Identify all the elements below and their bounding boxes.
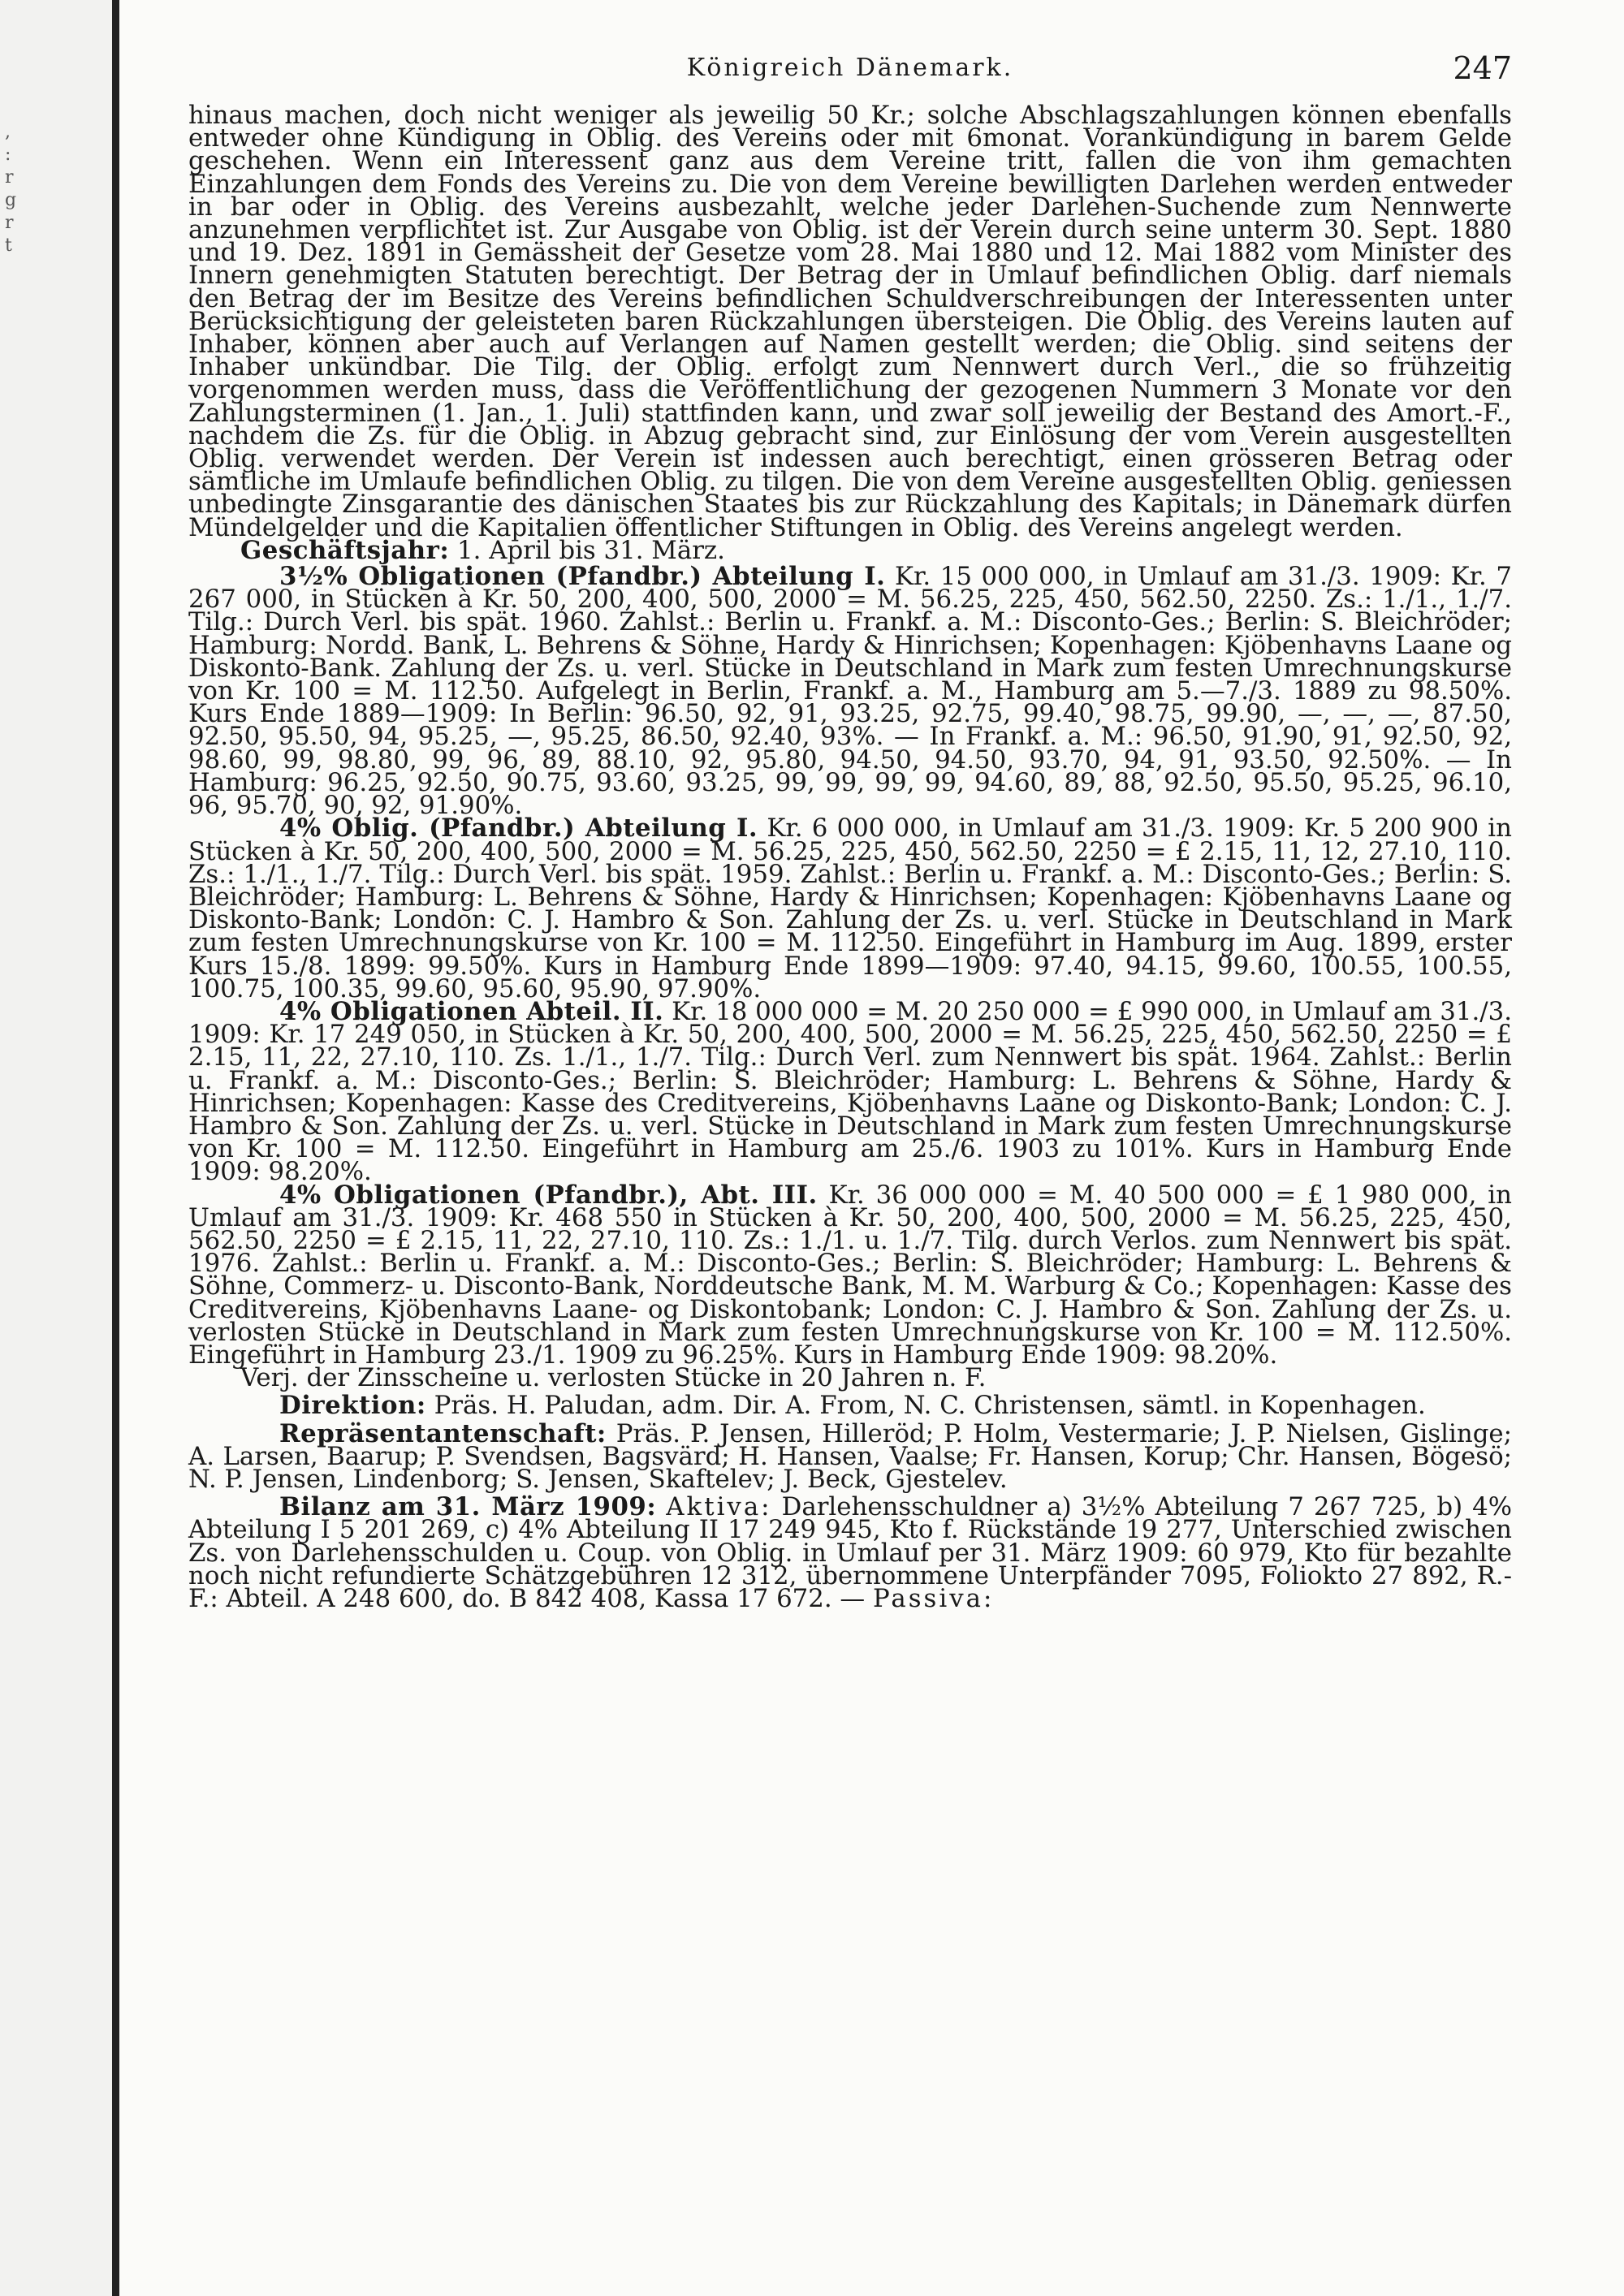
section-paragraph (188, 996, 1512, 1187)
repraesentanten-paragraph (188, 1418, 1513, 1494)
margin-mark: : (5, 145, 11, 165)
margin-mark: , (5, 122, 11, 142)
aktiva-label: Aktiva: (666, 1492, 772, 1522)
section-heading: 4% Oblig. (Pfandbr.) Abteilung I. (279, 814, 758, 844)
running-title: Königreich Dänemark. (686, 54, 1014, 82)
page-body (188, 101, 1513, 1613)
margin-mark: t (5, 235, 12, 256)
direktion-text: Präs. H. Paludan, adm. Dir. A. From, N. C. Christensen, sämtl. in Kopenhagen. (434, 1391, 1426, 1421)
margin-mark: r (5, 167, 14, 188)
verjaehrung-paragraph: Verj. der Zinsscheine u. verlosten Stücke in 20 Jahren n. F. (240, 1363, 987, 1393)
bilanz-label: Bilanz am 31. März 1909: (279, 1492, 657, 1522)
bilanz-text: Darlehensschuldner a) 3½% Abteilung 7 267 725, b) 4% Abteilung I 5 201 269, c) 4% Abteilung II 17 249 945, Kto f. Rückstände 19 277, Unterschied zwischen Zs. von Darlehensschulden u. Coup. von Oblig. in Umlauf per 31. März 1909: 60 979, Kto für bezahlte noch nicht refundierte Schätzgebühren 12 312, übernommene Unterpfänder 7095, Foliokto 27 892, R.-F.: Abteil. A 248 600, do. B 842 408, Kassa 17 672. — (188, 1492, 1513, 1613)
section-text: Kr. 36 000 000 = M. 40 500 000 = £ 1 980 000, in Umlauf am 31./3. 1909: Kr. 468 550 in Stücken à Kr. 50, 200, 400, 500, 2000 = M. 56.25, 225, 450, 562.50, 2250 = £ 2.15, 11, 22, 27.10, 110. Zs.: 1./1. u. 1./7. Tilg. durch Verlos. zum Nennwert bis spät. 1976. Zahlst.: Berlin u. Frankf. a. M.: Disconto-Ges.; Berlin: S. Bleichröder; Hamburg: L. Behrens & Söhne, Commerz- u. Disconto-Bank, Norddeutsche Bank, M. M. Warburg & Co.; Kopenhagen: Kasse des Creditvereins, Kjöbenhavns Laane- og Diskontobank; London: C. J. Hambro & Son. Zahlung der Zs. u. verlosten Stücke in Deutschland in Mark zum festen Umrechnungskurse von Kr. 100 = M. 112.50%. Eingeführt in Hamburg 23./1. 1909 zu 96.25%. Kurs in Hamburg Ende 1909: 98.20%. (188, 1180, 1512, 1370)
section-text: Kr. 6 000 000, in Umlauf am 31./3. 1909: Kr. 5 200 900 in Stücken à Kr. 50, 200, 400, 500, 2000 = M. 56.25, 225, 450, 562.50, 2250 = £ 2.15, 11, 12, 27.10, 110. Zs.: 1./1., 1./7. Tilg.: Durch Verl. bis spät. 1959. Zahlst.: Berlin u. Frankf. a. M.: Disconto-Ges.; Berlin: S. Bleichröder; Hamburg: L. Behrens & Söhne, Hardy & Hinrichsen; Kopenhagen: Kjöbenhavns Laane og Diskonto-Bank; London: C. J. Hambro & Son. Zahlung der Zs. u. verl. Stücke in Deutschland in Mark zum festen Umrechnungskurse von Kr. 100 = M. 112.50. Eingeführt in Hamburg im Aug. 1899, erster Kurs 15./8. 1899: 99.50%. Kurs in Hamburg Ende 1899—1909: 97.40, 94.15, 99.60, 100.55, 100.55, 100.75, 100.35, 99.60, 95.60, 95.90, 97.90%. (188, 814, 1512, 1003)
page-header (188, 50, 1512, 99)
section-heading: 4% Obligationen Abteil. II. (279, 996, 664, 1026)
section-paragraph (188, 1180, 1512, 1370)
previous-page-edge (0, 0, 112, 2296)
geschaeftsjahr-text: 1. April bis 31. März. (457, 535, 725, 565)
bilanz-paragraph (188, 1492, 1513, 1613)
intro-paragraph: hinaus machen, doch nicht weniger als jeweilig 50 Kr.; solche Abschlagszahlungen können ebenfalls entweder ohne Kündigung in Oblig. des Vereins oder mit 6monat. Vorankündigung in barem Gelde geschehen. Wenn ein Interessent ganz aus dem Vereine tritt, fallen die von ihm gemachten Einzahlungen dem Fonds des Vereins zu. Die von dem Vereine bewilligten Darlehen werden entweder in bar oder in Oblig. des Vereins ausbezahlt, welche jeder Darlehen-Suchende zum Nennwerte anzunehmen verpflichtet ist. Zur Ausgabe von Oblig. ist der Verein durch seine unterm 30. Sept. 1880 und 19. Dez. 1891 in Gemässheit der Gesetze vom 28. Mai 1880 und 12. Mai 1882 vom Minister des Innern genehmigten Statuten berechtigt. Der Betrag der in Umlauf befindlichen Oblig. darf niemals den Betrag der im Besitze des Vereins befindlichen Schuldverschreibungen der Interessenten unter Berücksichtigung der geleisteten baren Rückzahlungen übersteigen. Die Oblig. des Vereins lauten auf Inhaber, können aber auch auf Verlangen auf Namen gestellt werden; die Oblig. sind seitens der Inhaber unkündbar. Die Tilg. der Oblig. erfolgt zum Nennwert durch Verl., die so frühzeitig vorgenommen werden muss, dass die Veröffentlichung der gezogenen Nummern 3 Monate vor den Zahlungsterminen (1. Jan., 1. Juli) stattfinden kann, und zwar soll jeweilig der Bestand des Amort.-F., nachdem die Zs. für die Oblig. in Abzug gebracht sind, zur Einlösung der vom Verein ausgestellten Oblig. verwendet werden. Der Verein ist indessen auch berechtigt, einen grösseren Betrag oder sämtliche im Umlaufe befindlichen Oblig. zu tilgen. Die von dem Vereine ausgestellten Oblig. geniessen unbedingte Zinsgarantie des dänischen Staates bis zur Rückzahlung des Kapitals; in Dänemark dürfen Mündelgelder und die Kapitalien öffentlicher Stiftungen in Oblig. des Vereins angelegt werden. (188, 101, 1512, 542)
section-heading: 3½% Obligationen (Pfandbr.) Abteilung I. (279, 562, 886, 592)
direktion-paragraph (188, 1391, 1512, 1421)
direktion-label: Direktion: (279, 1391, 426, 1421)
geschaeftsjahr-paragraph (188, 535, 1512, 565)
repraesentanten-text: Präs. P. Jensen, Hilleröd; P. Holm, Vestermarie; J. P. Nielsen, Gislinge; A. Larsen, Baarup; P. Svendsen, Bagsvärd; H. Hansen, Vaalse; Fr. Hansen, Korup; Chr. Hansen, Bögesö; N. P. Jensen, Lindenborg; S. Jensen, Skaftelev; J. Beck, Gjestelev. (188, 1418, 1513, 1494)
section-paragraph (188, 562, 1513, 821)
geschaeftsjahr-label: Geschäftsjahr: (240, 535, 450, 565)
section-heading: 4% Obligationen (Pfandbr.), Abt. III. (279, 1180, 818, 1210)
passiva-label: Passiva: (873, 1584, 995, 1613)
margin-mark: r (5, 213, 14, 233)
section-paragraph (188, 814, 1512, 1003)
section-text: Kr. 15 000 000, in Umlauf am 31./3. 1909: Kr. 7 267 000, in Stücken à Kr. 50, 200, 400, 500, 2000 = M. 56.25, 225, 450, 562.50, 2250. Zs.: 1./1., 1./7. Tilg.: Durch Verl. bis spät. 1960. Zahlst.: Berlin u. Frankf. a. M.: Disconto-Ges.; Berlin: S. Bleichröder; Hamburg: Nordd. Bank, L. Behrens & Söhne, Hardy & Hinrichsen; Kopenhagen: Kjöbenhavns Laane og Diskonto-Bank. Zahlung der Zs. u. verl. Stücke in Deutschland in Mark zum festen Umrechnungskurse von Kr. 100 = M. 112.50. Aufgelegt in Berlin, Frankf. a. M., Hamburg am 5.—7./3. 1889 zu 98.50%. Kurs Ende 1889—1909: In Berlin: 96.50, 92, 91, 93.25, 92.75, 99.40, 98.75, 99.90, —, —, —, 87.50, 92.50, 95.50, 94, 95.25, —, 95.25, 86.50, 92.40, 93%. — In Frankf. a. M.: 96.50, 91.90, 91, 92.50, 92, 98.60, 99, 98.80, 99, 96, 89, 88.10, 92, 95.80, 94.50, 94.50, 93.70, 94, 91, 93.50, 92.50%. — In Hamburg: 96.25, 92.50, 90.75, 93.60, 93.25, 99, 99, 99, 99, 94.60, 89, 88, 92.50, 95.50, 95.25, 96.10, 96, 95.70, 90, 92, 91.90%. (188, 562, 1513, 821)
book-spine-shadow (112, 0, 119, 2296)
margin-mark: g (5, 190, 17, 210)
section-text: Kr. 18 000 000 = M. 20 250 000 = £ 990 000, in Umlauf am 31./3. 1909: Kr. 17 249 050, in Stücken à Kr. 50, 200, 400, 500, 2000 = M. 56.25, 225, 450, 562.50, 2250 = £ 2.15, 11, 22, 27.10, 110. Zs. 1./1., 1./7. Tilg.: Durch Verl. zum Nennwert bis spät. 1964. Zahlst.: Berlin u. Frankf. a. M.: Disconto-Ges.; Berlin: S. Bleichröder; Hamburg: L. Behrens & Söhne, Hardy & Hinrichsen; Kopenhagen: Kasse des Creditvereins, Kjöbenhavns Laane og Diskonto-Bank; London: C. J. Hambro & Son. Zahlung der Zs. u. verl. Stücke in Deutschland in Mark zum festen Umrechnungskurse von Kr. 100 = M. 112.50. Eingeführt in Hamburg am 25./6. 1903 zu 101%. Kurs in Hamburg Ende 1909: 98.20%. (188, 996, 1512, 1187)
repraesentanten-label: Repräsentantenschaft: (279, 1418, 607, 1448)
page-number: 247 (1453, 50, 1512, 86)
